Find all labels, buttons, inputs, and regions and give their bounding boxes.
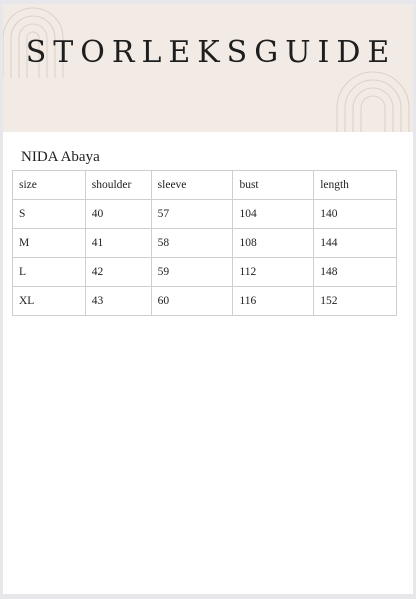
table-header-row xyxy=(13,171,397,200)
table-cell: 40 xyxy=(85,200,151,229)
column-header-size: size xyxy=(13,171,86,200)
arch-decoration-icon xyxy=(333,70,413,132)
column-header-sleeve: sleeve xyxy=(151,171,233,200)
table-row xyxy=(13,229,397,258)
table-row xyxy=(13,258,397,287)
table-cell: 112 xyxy=(233,258,314,287)
table-cell: L xyxy=(13,258,86,287)
table-cell: 144 xyxy=(314,229,397,258)
table-cell: 43 xyxy=(85,287,151,316)
table-cell: 41 xyxy=(85,229,151,258)
table-cell: M xyxy=(13,229,86,258)
table-cell: 42 xyxy=(85,258,151,287)
column-header-bust: bust xyxy=(233,171,314,200)
table-row xyxy=(13,287,397,316)
table-cell: 59 xyxy=(151,258,233,287)
table-cell: 58 xyxy=(151,229,233,258)
table-cell: S xyxy=(13,200,86,229)
table-cell: 148 xyxy=(314,258,397,287)
table-cell: 116 xyxy=(233,287,314,316)
table-cell: 104 xyxy=(233,200,314,229)
table-row xyxy=(13,200,397,229)
page-title: STORLEKSGUIDE xyxy=(25,35,397,70)
product-name: NIDA Abaya xyxy=(21,149,100,165)
column-header-length: length xyxy=(314,171,397,200)
table-cell: 140 xyxy=(314,200,397,229)
table-cell: 108 xyxy=(233,229,314,258)
table-cell: 60 xyxy=(151,287,233,316)
size-table xyxy=(12,170,397,316)
table-cell: 152 xyxy=(314,287,397,316)
table-cell: 57 xyxy=(151,200,233,229)
column-header-shoulder: shoulder xyxy=(85,171,151,200)
header-banner xyxy=(3,4,413,132)
table-cell: XL xyxy=(13,287,86,316)
